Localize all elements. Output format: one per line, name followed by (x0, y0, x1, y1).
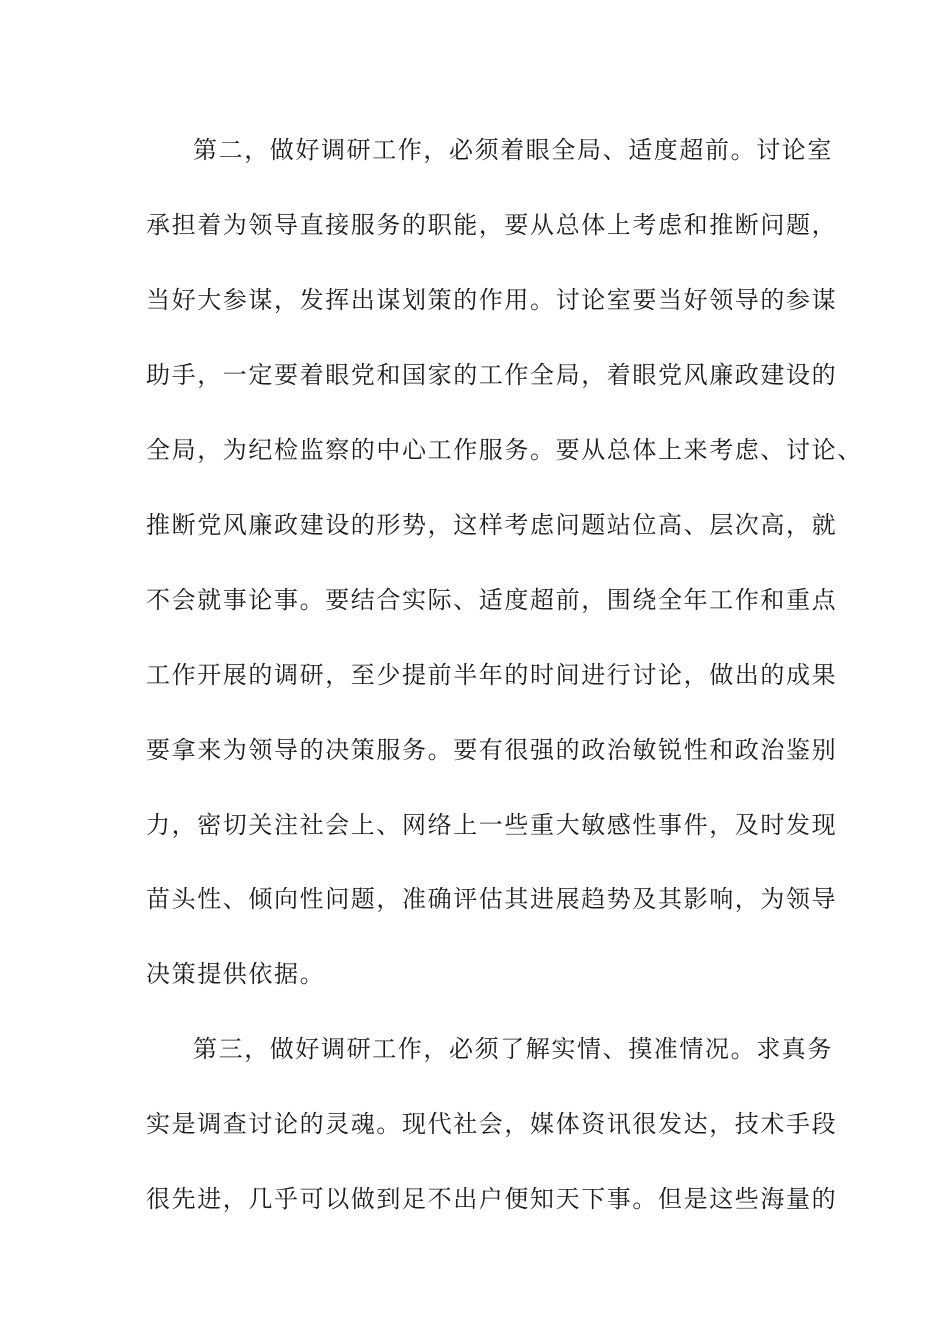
paragraph-2-line-7: 不会就事论事。要结合实际、适度超前，围绕全年工作和重点 (146, 586, 838, 614)
paragraph-2-line-3: 当好大参谋，发挥出谋划策的作用。讨论室要当好领导的参谋 (146, 286, 838, 314)
paragraph-3-line-1: 第三，做好调研工作，必须了解实情、摸准情况。求真务 (193, 1035, 833, 1063)
paragraph-3-line-2: 实是调查讨论的灵魂。现代社会，媒体资讯很发达，技术手段 (146, 1110, 838, 1138)
paragraph-2-line-8: 工作开展的调研，至少提前半年的时间进行讨论，做出的成果 (146, 661, 838, 689)
paragraph-2-line-12: 决策提供依据。 (146, 960, 326, 988)
paragraph-2-line-11: 苗头性、倾向性问题，准确评估其进展趋势及其影响，为领导 (146, 885, 838, 913)
paragraph-2-line-10: 力，密切关注社会上、网络上一些重大敏感性事件，及时发现 (146, 811, 838, 839)
paragraph-2-line-6: 推断党风廉政建设的形势，这样考虑问题站位高、层次高，就 (146, 511, 838, 539)
paragraph-2-line-5: 全局，为纪检监察的中心工作服务。要从总体上来考虑、讨论、 (146, 436, 863, 464)
paragraph-2-line-1: 第二，做好调研工作，必须着眼全局、适度超前。讨论室 (193, 136, 833, 164)
paragraph-2-line-2: 承担着为领导直接服务的职能，要从总体上考虑和推断问题， (146, 211, 838, 239)
paragraph-3-line-3: 很先进，几乎可以做到足不出户便知天下事。但是这些海量的 (146, 1185, 838, 1213)
paragraph-2-line-4: 助手，一定要着眼党和国家的工作全局，着眼党风廉政建设的 (146, 361, 838, 389)
paragraph-2-line-9: 要拿来为领导的决策服务。要有很强的政治敏锐性和政治鉴别 (146, 736, 838, 764)
